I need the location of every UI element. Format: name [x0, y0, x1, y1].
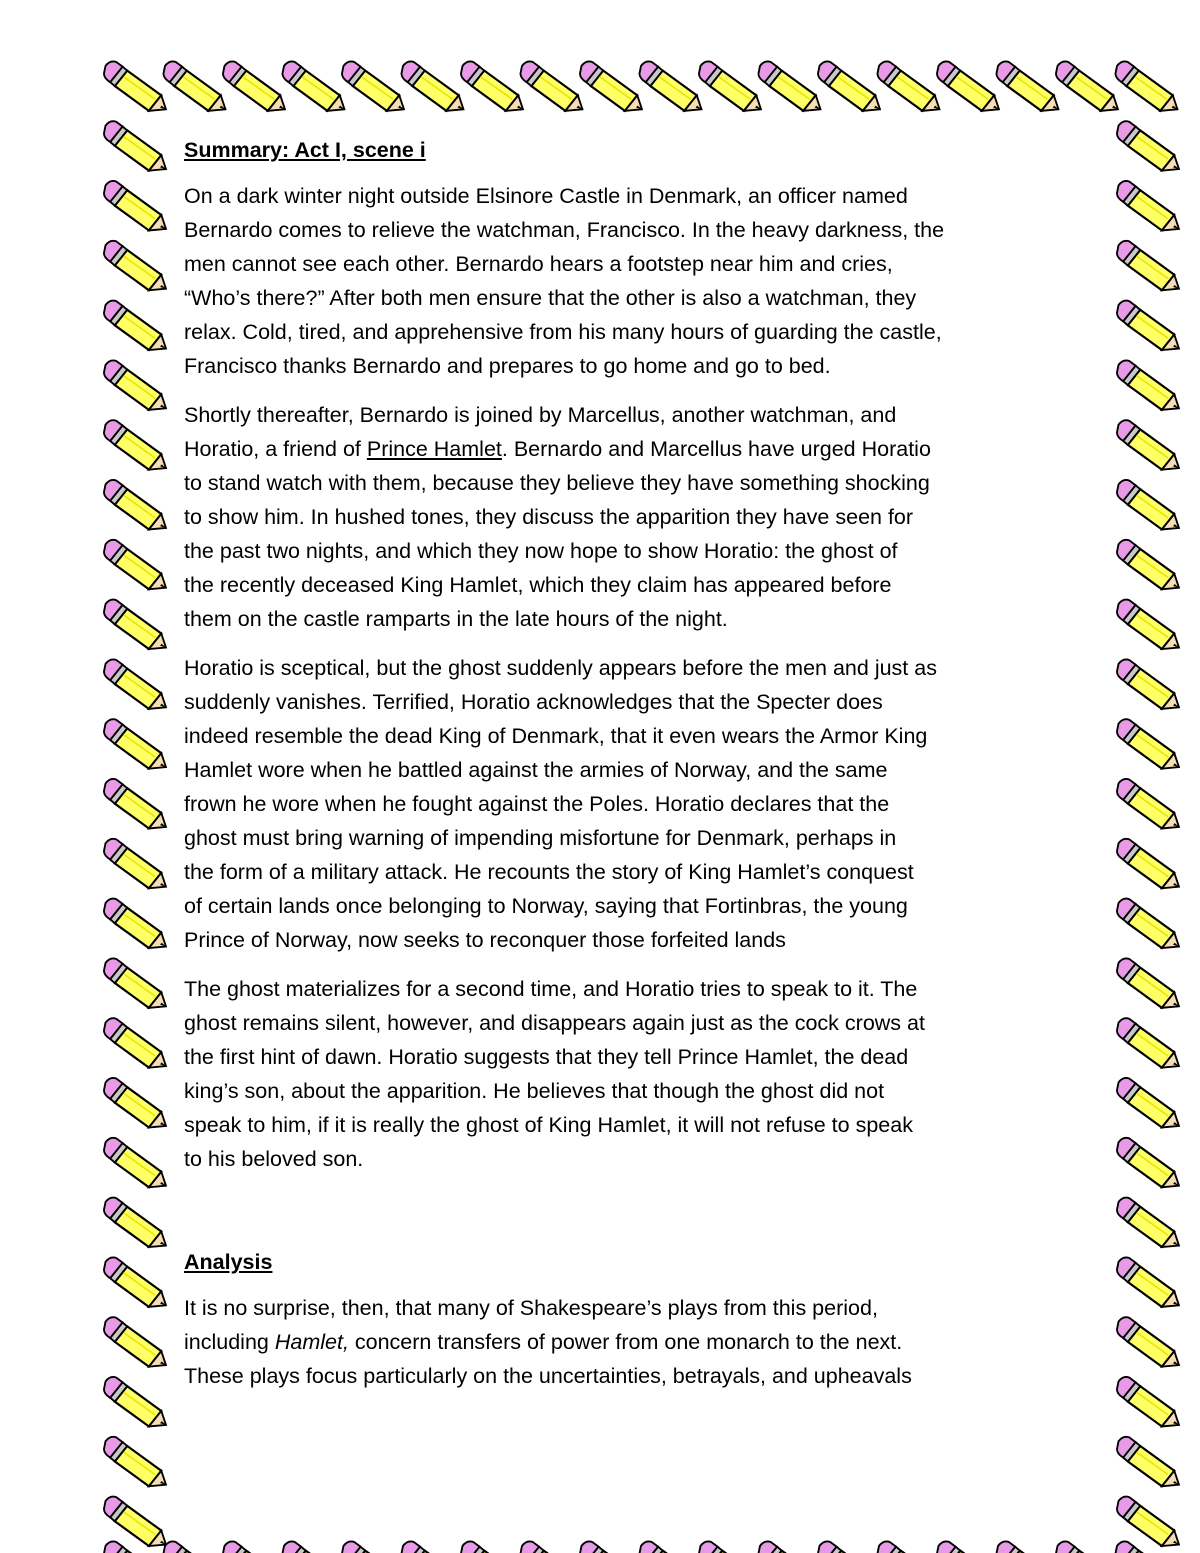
pencil-icon [1117, 779, 1179, 828]
pencil-icon [1117, 1317, 1179, 1366]
pencil-icon [461, 1541, 523, 1553]
pencil-icon [639, 61, 701, 110]
pencil-icon [223, 61, 285, 110]
pencil-icon [520, 61, 582, 110]
pencil-icon [104, 121, 166, 170]
paragraph-text: . Bernardo and Marcellus have urged Horatio to stand watch with them, because they believe they have something shocking to show him. In hushed tones, they discuss the apparition they have seen for the past two nights, and which they now hope to show Horatio: the ghost of the recently deceased King Hamlet, which they claim has appeared before them on the castle ramparts in the late hours of the night. [184, 437, 931, 631]
pencil-icon [104, 1018, 166, 1067]
pencil-icon [223, 1541, 285, 1553]
pencil-icon [818, 61, 880, 110]
pencil-icon [104, 719, 166, 768]
pencil-icon [1117, 480, 1179, 529]
document-body [184, 134, 1034, 1408]
pencil-icon [580, 1541, 642, 1553]
pencil-icon [163, 1541, 225, 1553]
pencil-icon [1117, 899, 1179, 948]
pencil-icon [104, 360, 166, 409]
pencil-icon [1117, 1377, 1179, 1426]
pencil-icon [401, 1541, 463, 1553]
pencil-icon [104, 1377, 166, 1426]
pencil-icon [699, 61, 761, 110]
pencil-icon [104, 1257, 166, 1306]
pencil-icon [818, 1541, 880, 1553]
pencil-icon [1117, 121, 1179, 170]
pencil-icon [104, 1437, 166, 1486]
pencil-icon [1117, 301, 1179, 350]
pencil-icon [1117, 1497, 1179, 1546]
pencil-icon [104, 1078, 166, 1127]
summary-paragraph-1: On a dark winter night outside Elsinore Castle in Denmark, an officer named Bernardo comes to relieve the watchman, Francisco. In the heavy darkness, the men cannot see each other. Bernardo hears a footstep near him and cries, “Who’s there?” After both men ensure that the other is also a watchman, they relax. Cold, tired, and apprehensive from his many hours of guarding the castle, Francisco thanks Bernardo and prepares to go home and go to bed. [184, 184, 945, 378]
pencil-icon [1117, 181, 1179, 230]
pencil-icon [104, 958, 166, 1007]
pencil-icon [104, 600, 166, 649]
pencil-icon [1117, 600, 1179, 649]
pencil-icon [104, 779, 166, 828]
paragraph-text: concern transfers of power from one monarch to the next. These plays focus particularly on the uncertainties, betrayals, and upheavals [184, 1330, 912, 1388]
pencil-icon [104, 480, 166, 529]
pencil-icon [1117, 1198, 1179, 1247]
pencil-icon [877, 61, 939, 110]
paragraph-text: It is no surprise, then, that many of Shakespeare’s plays from this period, including [184, 1296, 878, 1354]
pencil-icon [1056, 61, 1118, 110]
pencil-icon [1117, 420, 1179, 469]
pencil-icon [1117, 1257, 1179, 1306]
analysis-heading: Analysis [184, 1250, 273, 1274]
pencil-icon [104, 1497, 166, 1546]
pencil-icon [342, 61, 404, 110]
pencil-icon [937, 61, 999, 110]
pencil-icon [163, 61, 225, 110]
pencil-icon [104, 420, 166, 469]
pencil-icon [1117, 1437, 1179, 1486]
pencil-icon [104, 61, 166, 110]
pencil-icon [580, 61, 642, 110]
pencil-icon [520, 1541, 582, 1553]
pencil-icon [1117, 1078, 1179, 1127]
prince-hamlet-link[interactable]: Prince Hamlet [366, 437, 502, 461]
pencil-icon [877, 1541, 939, 1553]
pencil-icon [282, 1541, 344, 1553]
summary-paragraph-2 [184, 398, 1034, 636]
pencil-icon [1117, 839, 1179, 888]
pencil-icon [1117, 360, 1179, 409]
pencil-icon [1117, 241, 1179, 290]
pencil-icon [461, 61, 523, 110]
pencil-icon [1115, 61, 1177, 110]
pencil-icon [937, 1541, 999, 1553]
play-title: Hamlet, [274, 1330, 349, 1354]
pencil-icon [104, 301, 166, 350]
pencil-icon [104, 181, 166, 230]
summary-paragraph-3: Horatio is sceptical, but the ghost suddenly appears before the men and just as suddenly vanishes. Terrified, Horatio acknowledges that the Specter does indeed resemble the dead King of Denmark, that it even wears the Armor King Hamlet wore when he battled against the armies of Norway, and the same frown he wore when he fought against the Poles. Horatio declares that the ghost must bring warning of impending misfortune for Denmark, perhaps in the form of a military attack. He recounts the story of King Hamlet’s conquest of certain lands once belonging to Norway, saying that Fortinbras, the young Prince of Norway, now seeks to reconquer those forfeited lands [184, 656, 937, 952]
pencil-icon [401, 61, 463, 110]
pencil-icon [639, 1541, 701, 1553]
pencil-icon [104, 1317, 166, 1366]
pencil-icon [1117, 1138, 1179, 1187]
pencil-icon [104, 1198, 166, 1247]
pencil-icon [1117, 719, 1179, 768]
summary-heading: Summary: Act I, scene i [184, 138, 426, 162]
paragraph-text: Shortly thereafter, Bernardo is joined by Marcellus, another watchman, and Horatio, a friend of [184, 403, 897, 461]
pencil-icon [104, 241, 166, 290]
pencil-icon [342, 1541, 404, 1553]
summary-paragraph-4: The ghost materializes for a second time, and Horatio tries to speak to it. The ghost remains silent, however, and disappears again just as the cock crows at the first hint of dawn. Horatio suggests that they tell Prince Hamlet, the dead king’s son, about the apparition. He believes that though the ghost did not speak to him, if it is really the ghost of King Hamlet, it will not refuse to speak to his beloved son. [184, 977, 925, 1171]
pencil-icon [104, 659, 166, 708]
pencil-icon [104, 1138, 166, 1187]
pencil-icon [1056, 1541, 1118, 1553]
analysis-paragraph-1 [184, 1291, 1034, 1393]
pencil-icon [1117, 540, 1179, 589]
pencil-icon [699, 1541, 761, 1553]
pencil-icon [104, 899, 166, 948]
pencil-icon [104, 540, 166, 589]
pencil-icon [996, 61, 1058, 110]
pencil-icon [1117, 659, 1179, 708]
pencil-icon [1117, 958, 1179, 1007]
pencil-icon [282, 61, 344, 110]
pencil-icon [104, 839, 166, 888]
pencil-icon [758, 1541, 820, 1553]
pencil-icon [1117, 1018, 1179, 1067]
pencil-icon [996, 1541, 1058, 1553]
pencil-icon [758, 61, 820, 110]
